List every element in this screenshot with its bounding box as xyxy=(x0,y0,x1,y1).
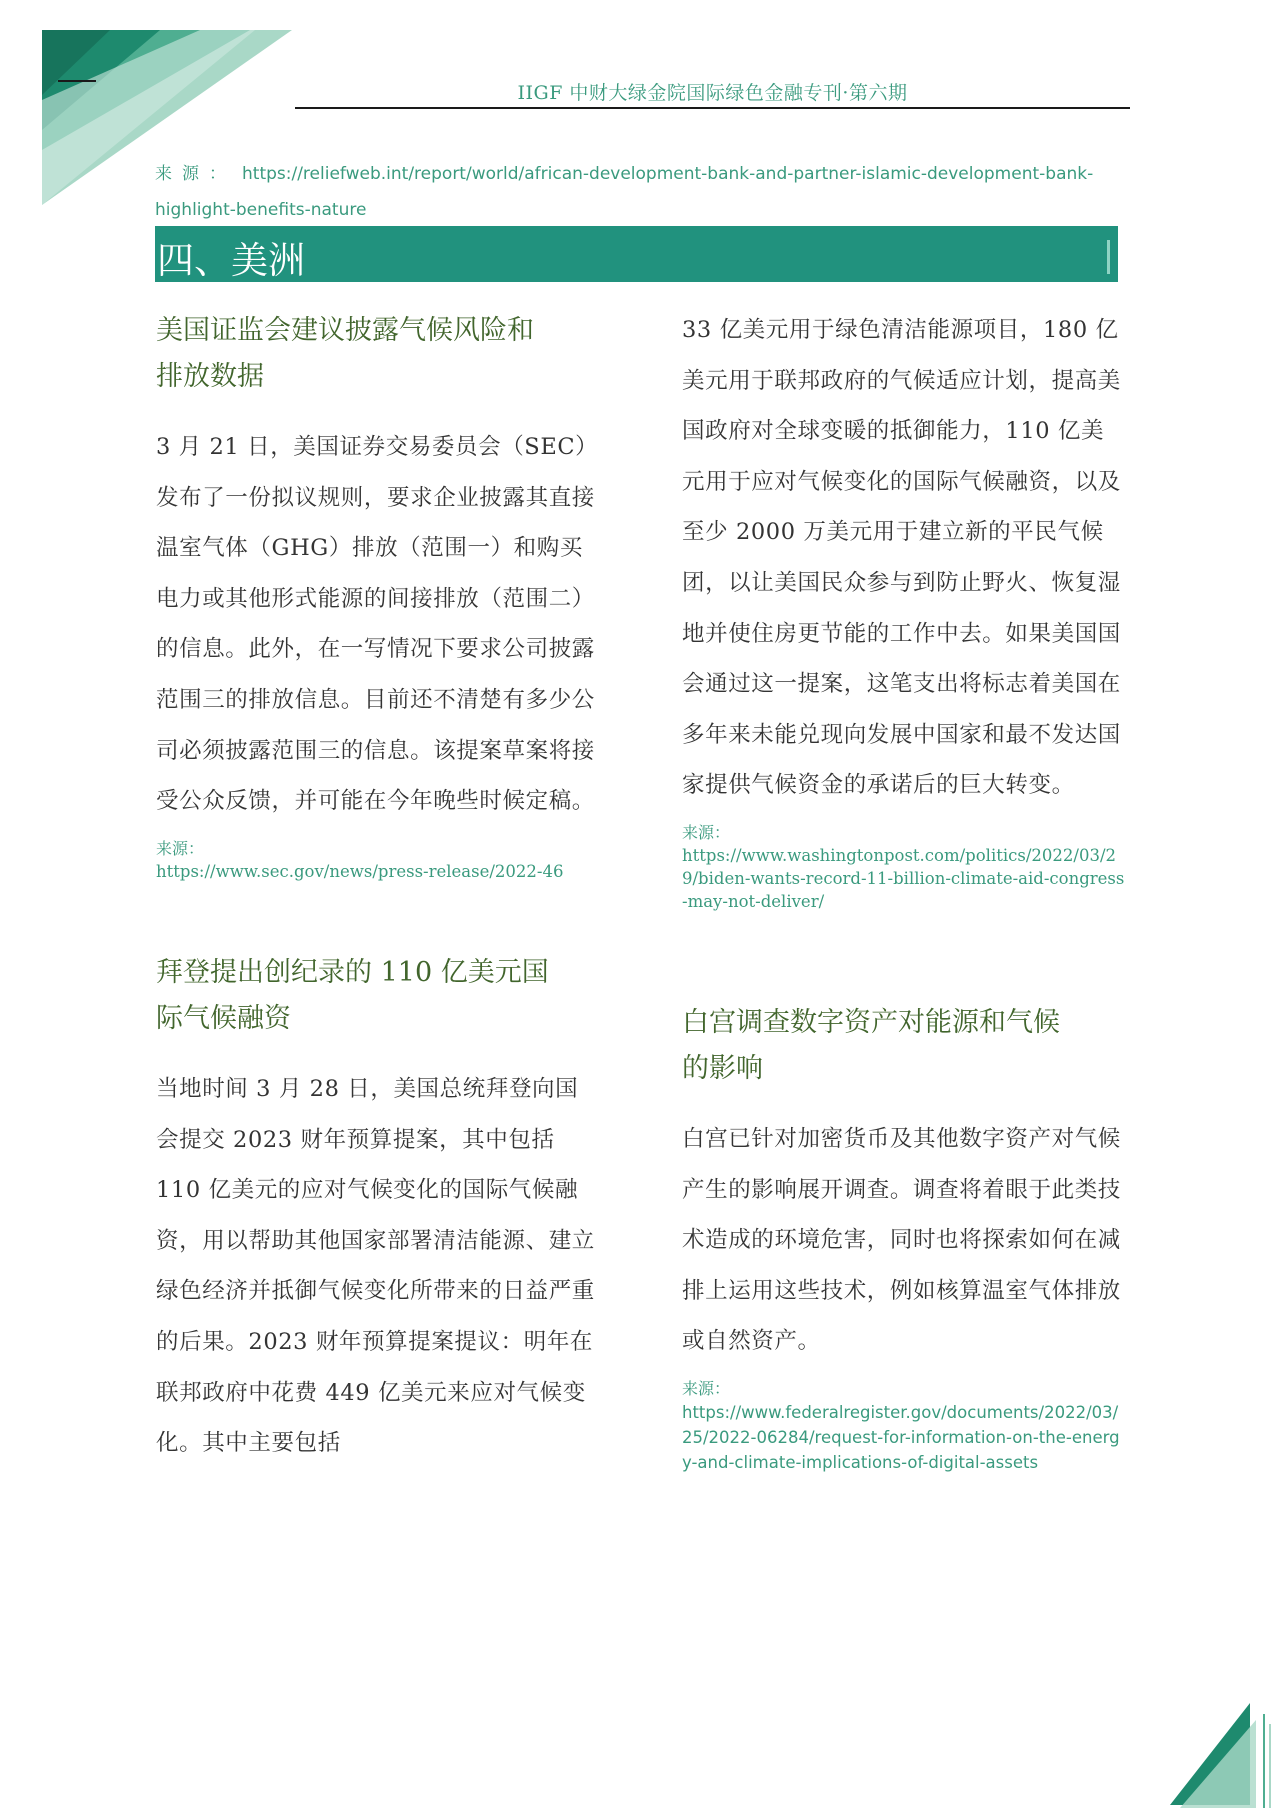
top-source-label: 来源： xyxy=(155,164,236,184)
article-title xyxy=(156,308,601,400)
article-title-line: 美国证监会建议披露气候风险和 xyxy=(156,315,534,346)
article-title-line: 白宫调查数字资产对能源和气候 xyxy=(682,1007,1060,1038)
article-title-line: 的影响 xyxy=(682,1053,763,1084)
article-body: 白宫已针对加密货币及其他数字资产对气候产生的影响展开调查。调查将着眼于此类技术造成的环境危害，同时也将探索如何在减排上运用这些技术，例如核算温室气体排放或自然资产。 xyxy=(682,1126,1121,1355)
header-dash xyxy=(58,80,96,82)
article-biden-climate-finance xyxy=(156,950,601,1469)
article-biden-climate-finance-cont xyxy=(682,305,1127,913)
article-source xyxy=(682,821,1127,913)
footer-decoration xyxy=(1170,1700,1280,1809)
article-sec-climate-disclosure xyxy=(156,308,601,883)
source-url[interactable]: https://www.washingtonpost.com/politics/2022/03/29/biden-wants-record-11-billion-climate-aid-congress-may-not-deliver/ xyxy=(682,845,1125,911)
section-title: 四、美洲 xyxy=(157,239,305,282)
article-title xyxy=(682,1000,1127,1092)
header-rule xyxy=(295,107,1130,109)
section-bar-mark xyxy=(1107,240,1110,274)
top-source xyxy=(155,156,1130,228)
article-title-line: 际气候融资 xyxy=(156,1003,291,1034)
source-url[interactable]: https://www.sec.gov/news/press-release/2022-46 xyxy=(156,861,564,881)
article-source xyxy=(156,837,601,883)
top-source-url[interactable]: https://reliefweb.int/report/world/african-development-bank-and-partner-islamic-development-bank-highlight-benefits-nature xyxy=(155,164,1094,220)
article-title-line: 拜登提出创纪录的 110 亿美元国 xyxy=(156,957,549,988)
source-label: 来源： xyxy=(156,838,205,858)
section-header-americas xyxy=(155,226,1118,282)
article-body-continued: 33 亿美元用于绿色清洁能源项目，180 亿美元用于联邦政府的气候适应计划，提高美国政府对全球变暖的抵御能力，110 亿美元用于应对气候变化的国际气候融资，以及至少 2000 万美元用于建立新的平民气候团，以让美国民众参与到防止野火、恢复湿地并使住房更节能的工作中去。如果美国国会通过这一提案，这笔支出将标志着美国在多年来未能兑现向发展中国家和最不发达国家提供气候资金的承诺后的巨大转变。 xyxy=(682,317,1121,799)
source-url[interactable]: https://www.federalregister.gov/documents/2022/03/25/2022-06284/request-for-information-on-the-energy-and-climate-implications-of-digital-assets xyxy=(682,1402,1120,1472)
header-title: IIGF 中财大绿金院国际绿色金融专刊·第六期 xyxy=(517,82,908,104)
article-source xyxy=(682,1377,1127,1475)
article-whitehouse-digital-assets xyxy=(682,1000,1127,1475)
article-title xyxy=(156,950,601,1042)
article-body: 3 月 21 日，美国证券交易委员会（SEC）发布了一份拟议规则，要求企业披露其直接温室气体（GHG）排放（范围一）和购买电力或其他形式能源的间接排放（范围二）的信息。此外，在一写情况下要求公司披露范围三的排放信息。目前还不清楚有多少公司必须披露范围三的信息。该提案草案将接受公众反馈，并可能在今年晚些时候定稿。 xyxy=(156,434,599,815)
article-title-line: 排放数据 xyxy=(156,361,264,392)
source-label: 来源： xyxy=(682,822,731,842)
article-body: 当地时间 3 月 28 日，美国总统拜登向国会提交 2023 财年预算提案，其中包括 110 亿美元的应对气候变化的国际气候融资，用以帮助其他国家部署清洁能源、建立绿色经济并抵御气候变化所带来的日益严重的后果。2023 财年预算提案提议：明年在联邦政府中花费 449 亿美元来应对气候变化。其中主要包括 xyxy=(156,1076,595,1457)
source-label: 来源： xyxy=(682,1378,731,1398)
